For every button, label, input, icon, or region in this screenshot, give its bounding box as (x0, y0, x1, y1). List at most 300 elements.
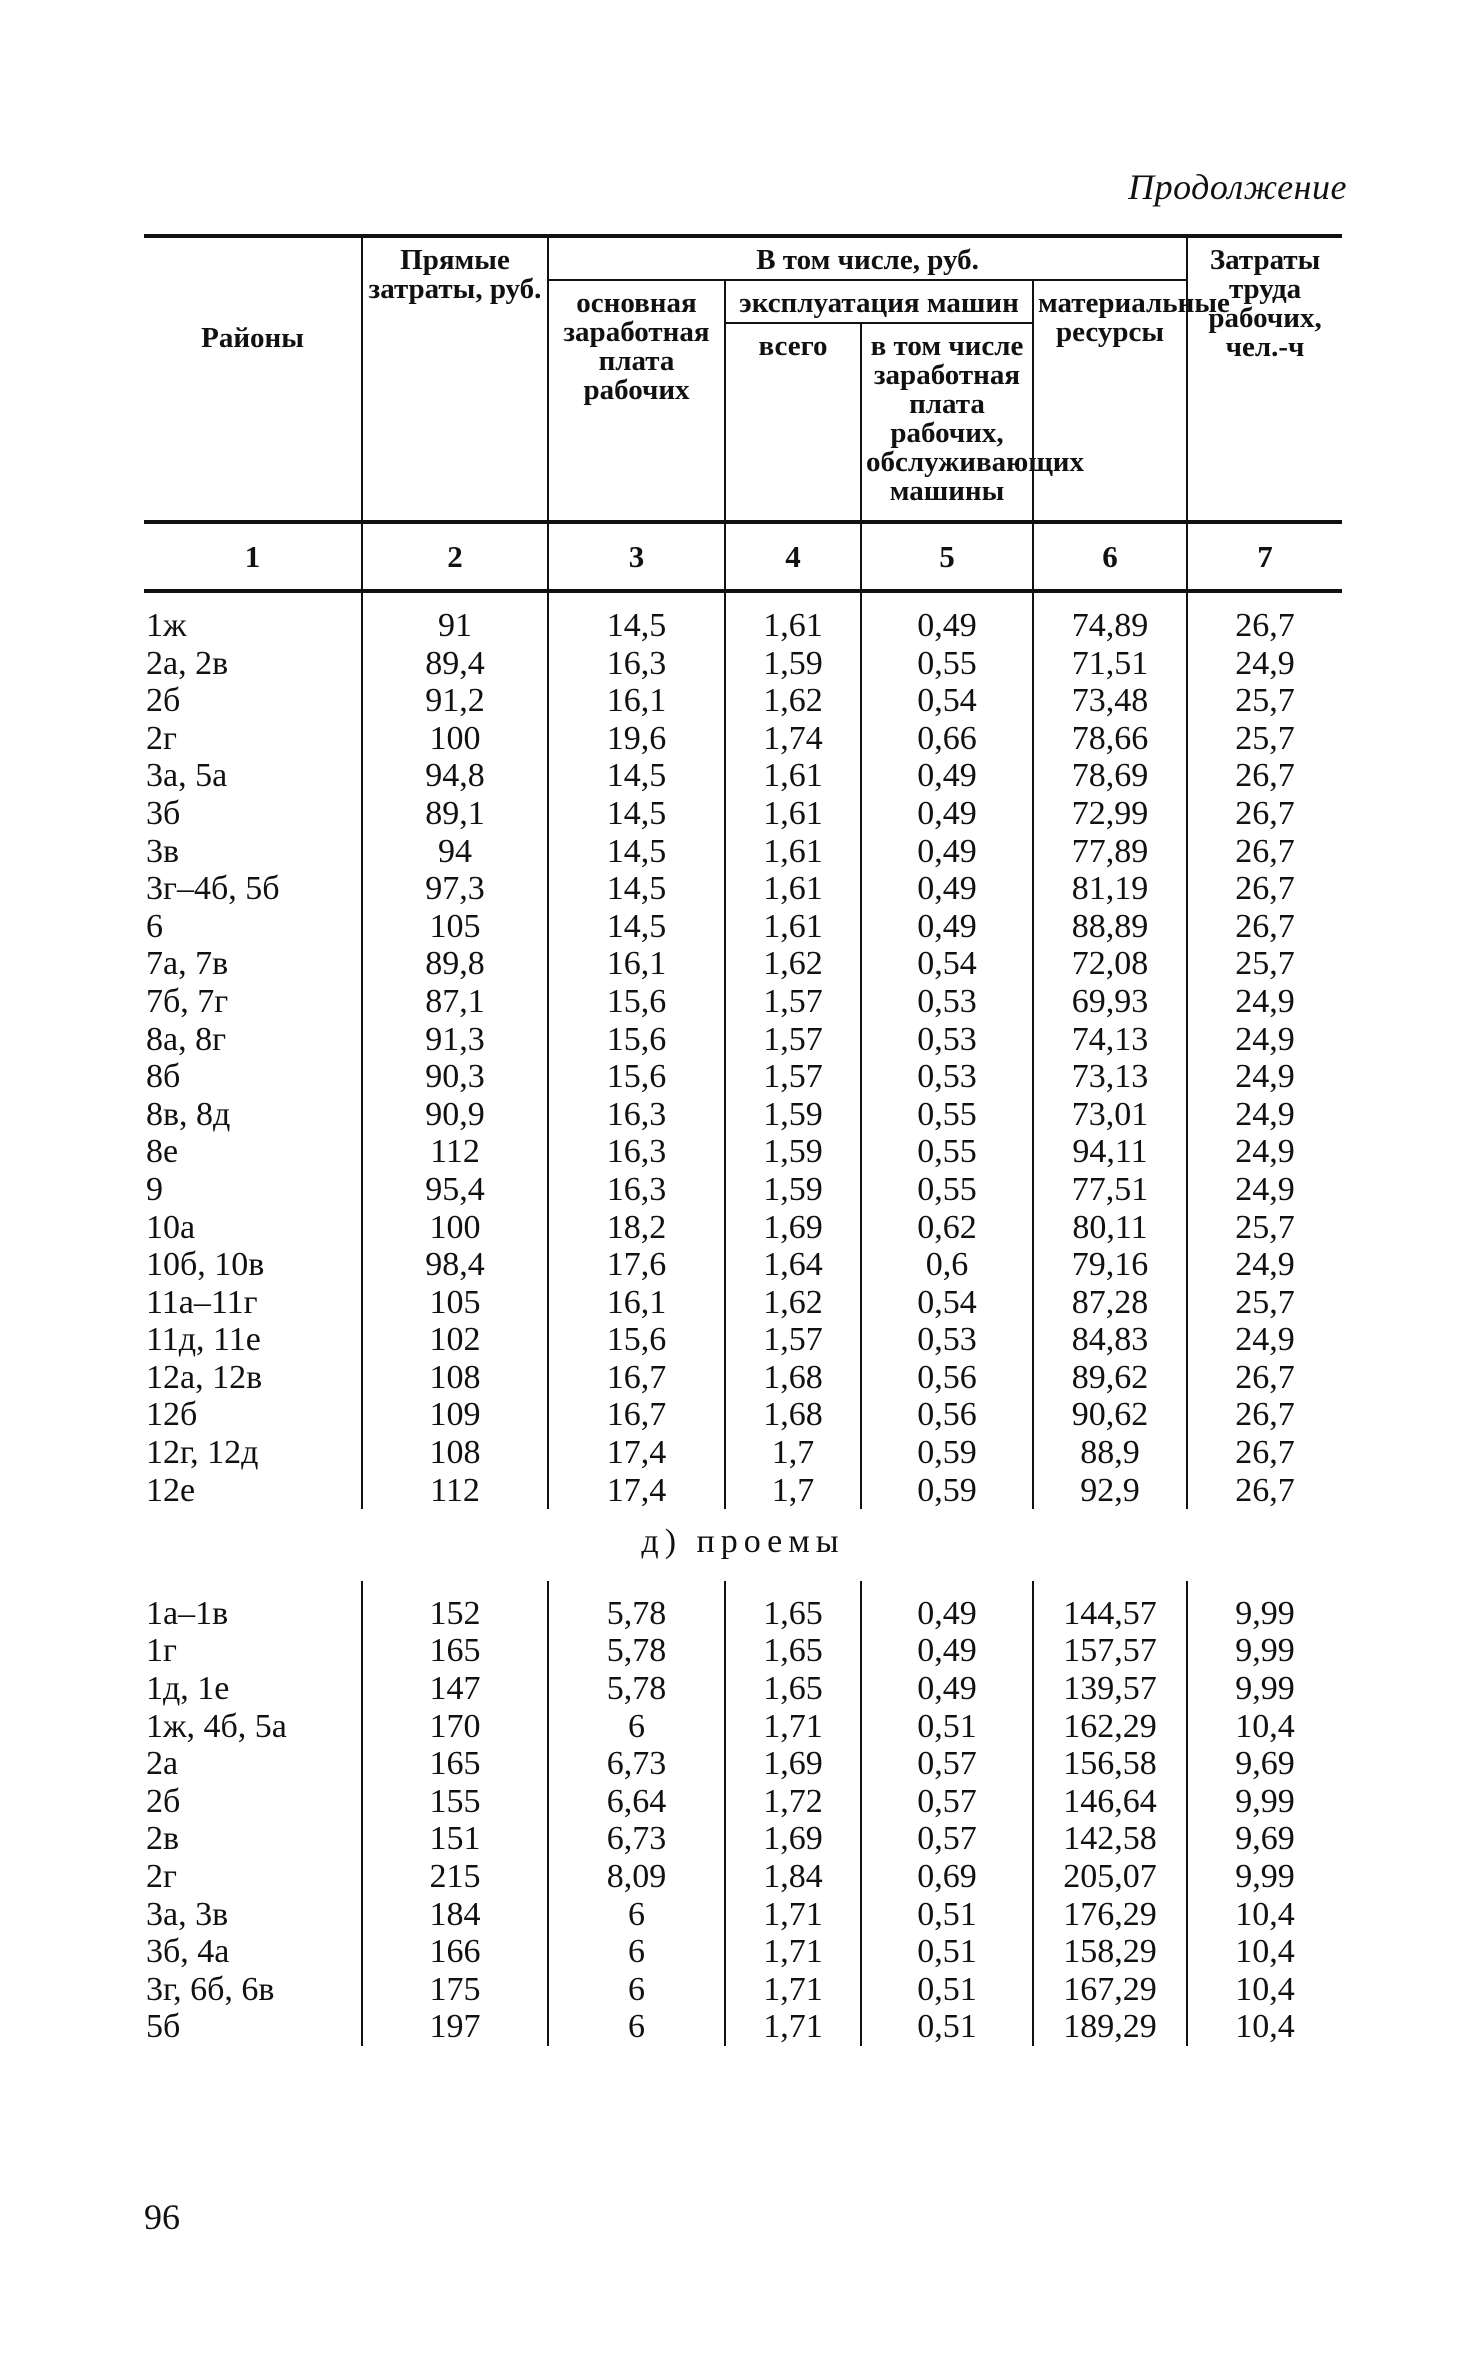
value-cell: 25,7 (1187, 1209, 1342, 1247)
value-cell: 77,89 (1033, 833, 1187, 871)
value-cell: 1,71 (725, 2008, 861, 2046)
region-cell: 8е (146, 1133, 179, 1171)
value-cell: 8,09 (548, 1858, 725, 1896)
table-row (144, 795, 1342, 833)
region-cell: 12б (146, 1396, 198, 1434)
continuation-label: Продолжение (1128, 167, 1347, 207)
table-row (144, 1321, 1342, 1359)
value-cell: 0,49 (861, 591, 1033, 645)
value-cell: 94,8 (362, 757, 548, 795)
value-cell: 15,6 (548, 983, 725, 1021)
table-row (144, 1434, 1342, 1472)
value-cell: 88,9 (1033, 1434, 1187, 1472)
value-cell: 91 (362, 591, 548, 645)
table-row (144, 945, 1342, 983)
value-cell: 0,59 (861, 1434, 1033, 1472)
value-cell: 87,1 (362, 983, 548, 1021)
value-cell: 166 (362, 1933, 548, 1971)
value-cell: 0,69 (861, 1858, 1033, 1896)
value-cell: 152 (362, 1581, 548, 1633)
header-regions: Районы (144, 236, 362, 522)
table-row (144, 1933, 1342, 1971)
value-cell: 1,65 (725, 1581, 861, 1633)
region-cell: 2а (146, 1745, 179, 1783)
value-cell: 26,7 (1187, 757, 1342, 795)
value-cell: 108 (362, 1359, 548, 1397)
value-cell: 151 (362, 1820, 548, 1858)
value-cell: 157,57 (1033, 1632, 1187, 1670)
value-cell: 26,7 (1187, 1359, 1342, 1397)
value-cell: 25,7 (1187, 720, 1342, 758)
value-cell: 73,48 (1033, 682, 1187, 720)
value-cell: 14,5 (548, 795, 725, 833)
value-cell: 1,61 (725, 591, 861, 645)
value-cell: 10,4 (1187, 1708, 1342, 1746)
region-cell: 8а, 8г (146, 1020, 227, 1058)
value-cell: 1,71 (725, 1896, 861, 1934)
region-cell: 3а, 3в (146, 1895, 229, 1933)
value-cell: 0,56 (861, 1359, 1033, 1397)
region-cell: 7а, 7в (146, 945, 229, 983)
value-cell: 1,62 (725, 682, 861, 720)
value-cell: 0,49 (861, 795, 1033, 833)
value-cell: 144,57 (1033, 1581, 1187, 1633)
value-cell: 14,5 (548, 870, 725, 908)
table-row (144, 1284, 1342, 1322)
value-cell: 98,4 (362, 1246, 548, 1284)
table-row (144, 1209, 1342, 1247)
table-row (144, 1133, 1342, 1171)
table-row (144, 720, 1342, 758)
value-cell: 1,69 (725, 1209, 861, 1247)
value-cell: 6 (548, 1708, 725, 1746)
region-cell: 3г, 6б, 6в (146, 1970, 275, 2008)
value-cell: 17,4 (548, 1472, 725, 1510)
value-cell: 1,72 (725, 1783, 861, 1821)
header-direct-costs: Прямые затраты, руб. (362, 236, 548, 522)
value-cell: 112 (362, 1472, 548, 1510)
region-cell: 2г (146, 719, 177, 757)
value-cell: 24,9 (1187, 1096, 1342, 1134)
page-number: 96 (144, 2197, 180, 2237)
value-cell: 25,7 (1187, 682, 1342, 720)
value-cell: 92,9 (1033, 1472, 1187, 1510)
value-cell: 24,9 (1187, 1171, 1342, 1209)
header-total: всего (725, 323, 861, 522)
value-cell: 6,64 (548, 1783, 725, 1821)
value-cell: 1,84 (725, 1858, 861, 1896)
value-cell: 0,49 (861, 908, 1033, 946)
column-number: 2 (362, 522, 548, 591)
value-cell: 74,89 (1033, 591, 1187, 645)
value-cell: 0,54 (861, 945, 1033, 983)
value-cell: 24,9 (1187, 1133, 1342, 1171)
value-cell: 0,51 (861, 1971, 1033, 2009)
value-cell: 73,13 (1033, 1058, 1187, 1096)
value-cell: 175 (362, 1971, 548, 2009)
value-cell: 108 (362, 1434, 548, 1472)
value-cell: 16,1 (548, 1284, 725, 1322)
value-cell: 15,6 (548, 1021, 725, 1059)
value-cell: 1,64 (725, 1246, 861, 1284)
value-cell: 6 (548, 1971, 725, 2009)
value-cell: 9,99 (1187, 1670, 1342, 1708)
value-cell: 156,58 (1033, 1745, 1187, 1783)
value-cell: 9,99 (1187, 1858, 1342, 1896)
value-cell: 0,55 (861, 645, 1033, 683)
value-cell: 1,74 (725, 720, 861, 758)
value-cell: 1,65 (725, 1632, 861, 1670)
value-cell: 0,53 (861, 1021, 1033, 1059)
value-cell: 71,51 (1033, 645, 1187, 683)
value-cell: 0,49 (861, 1581, 1033, 1633)
region-cell: 2а, 2в (146, 644, 229, 682)
value-cell: 26,7 (1187, 795, 1342, 833)
value-cell: 1,69 (725, 1820, 861, 1858)
value-cell: 5,78 (548, 1581, 725, 1633)
section-header (144, 1509, 1342, 1581)
value-cell: 16,7 (548, 1359, 725, 1397)
column-number: 4 (725, 522, 861, 591)
table-body-part1 (144, 591, 1342, 1509)
section-title: д) проемы (641, 1523, 845, 1561)
table-row (144, 870, 1342, 908)
value-cell: 90,3 (362, 1058, 548, 1096)
table-row (144, 1359, 1342, 1397)
value-cell: 16,3 (548, 1171, 725, 1209)
value-cell: 215 (362, 1858, 548, 1896)
value-cell: 105 (362, 1284, 548, 1322)
value-cell: 15,6 (548, 1321, 725, 1359)
table-row (144, 1021, 1342, 1059)
value-cell: 1,68 (725, 1359, 861, 1397)
value-cell: 14,5 (548, 591, 725, 645)
value-cell: 0,51 (861, 1933, 1033, 1971)
value-cell: 91,3 (362, 1021, 548, 1059)
value-cell: 6 (548, 1933, 725, 1971)
value-cell: 17,4 (548, 1434, 725, 1472)
value-cell: 1,71 (725, 1933, 861, 1971)
region-cell: 8б (146, 1058, 181, 1096)
region-cell: 1г (146, 1632, 177, 1670)
column-number: 7 (1187, 522, 1342, 591)
region-cell: 3в (146, 832, 180, 870)
value-cell: 10,4 (1187, 1971, 1342, 2009)
value-cell: 84,83 (1033, 1321, 1187, 1359)
value-cell: 1,59 (725, 1096, 861, 1134)
value-cell: 0,57 (861, 1820, 1033, 1858)
value-cell: 0,51 (861, 1708, 1033, 1746)
value-cell: 6 (548, 1896, 725, 1934)
value-cell: 90,9 (362, 1096, 548, 1134)
region-cell: 3г–4б, 5б (146, 870, 280, 908)
value-cell: 0,53 (861, 1321, 1033, 1359)
region-cell: 12г, 12д (146, 1434, 259, 1472)
value-cell: 0,49 (861, 833, 1033, 871)
region-cell: 11а–11г (146, 1283, 258, 1321)
value-cell: 24,9 (1187, 1246, 1342, 1284)
value-cell: 0,55 (861, 1133, 1033, 1171)
value-cell: 9,99 (1187, 1581, 1342, 1633)
value-cell: 5,78 (548, 1632, 725, 1670)
value-cell: 1,57 (725, 1058, 861, 1096)
value-cell: 19,6 (548, 720, 725, 758)
table-row (144, 1096, 1342, 1134)
value-cell: 1,7 (725, 1472, 861, 1510)
value-cell: 26,7 (1187, 591, 1342, 645)
value-cell: 0,56 (861, 1396, 1033, 1434)
table-row (144, 1971, 1342, 2009)
table-row (144, 1058, 1342, 1096)
table-row (144, 1708, 1342, 1746)
region-cell: 3б (146, 794, 181, 832)
value-cell: 147 (362, 1670, 548, 1708)
value-cell: 1,7 (725, 1434, 861, 1472)
header-labor: Затраты труда рабочих, чел.-ч (1187, 236, 1342, 522)
region-cell: 2б (146, 1782, 181, 1820)
value-cell: 90,62 (1033, 1396, 1187, 1434)
value-cell: 5,78 (548, 1670, 725, 1708)
value-cell: 146,64 (1033, 1783, 1187, 1821)
value-cell: 72,08 (1033, 945, 1187, 983)
value-cell: 0,49 (861, 757, 1033, 795)
region-cell: 5б (146, 2008, 181, 2046)
value-cell: 0,49 (861, 1632, 1033, 1670)
value-cell: 91,2 (362, 682, 548, 720)
table-row (144, 833, 1342, 871)
value-cell: 0,55 (861, 1171, 1033, 1209)
region-cell: 10б, 10в (146, 1246, 265, 1284)
value-cell: 109 (362, 1396, 548, 1434)
table-row (144, 908, 1342, 946)
header-material: материальные ресурсы (1033, 280, 1187, 522)
value-cell: 9,99 (1187, 1632, 1342, 1670)
value-cell: 16,3 (548, 1096, 725, 1134)
value-cell: 26,7 (1187, 1472, 1342, 1510)
region-cell: 12а, 12в (146, 1358, 263, 1396)
value-cell: 74,13 (1033, 1021, 1187, 1059)
table-row (144, 1246, 1342, 1284)
value-cell: 24,9 (1187, 983, 1342, 1021)
value-cell: 73,01 (1033, 1096, 1187, 1134)
value-cell: 9,99 (1187, 1783, 1342, 1821)
value-cell: 16,1 (548, 945, 725, 983)
table-row (144, 1472, 1342, 1510)
value-cell: 25,7 (1187, 945, 1342, 983)
value-cell: 6,73 (548, 1820, 725, 1858)
value-cell: 0,53 (861, 1058, 1033, 1096)
value-cell: 155 (362, 1783, 548, 1821)
table-row (144, 682, 1342, 720)
value-cell: 16,1 (548, 682, 725, 720)
value-cell: 1,62 (725, 945, 861, 983)
column-number: 1 (144, 522, 362, 591)
value-cell: 205,07 (1033, 1858, 1187, 1896)
value-cell: 1,59 (725, 645, 861, 683)
column-number: 6 (1033, 522, 1187, 591)
value-cell: 0,54 (861, 1284, 1033, 1322)
region-cell: 1а–1в (146, 1594, 229, 1632)
header-including: В том числе, руб. (548, 236, 1187, 280)
value-cell: 100 (362, 1209, 548, 1247)
value-cell: 14,5 (548, 833, 725, 871)
region-cell: 1ж, 4б, 5а (146, 1707, 287, 1745)
value-cell: 0,57 (861, 1783, 1033, 1821)
value-cell: 95,4 (362, 1171, 548, 1209)
value-cell: 1,61 (725, 795, 861, 833)
value-cell: 1,59 (725, 1133, 861, 1171)
value-cell: 158,29 (1033, 1933, 1187, 1971)
value-cell: 79,16 (1033, 1246, 1187, 1284)
value-cell: 1,71 (725, 1971, 861, 2009)
value-cell: 17,6 (548, 1246, 725, 1284)
value-cell: 94 (362, 833, 548, 871)
value-cell: 16,7 (548, 1396, 725, 1434)
region-cell: 1д, 1е (146, 1670, 230, 1708)
value-cell: 112 (362, 1133, 548, 1171)
table-row (144, 757, 1342, 795)
value-cell: 0,49 (861, 870, 1033, 908)
value-cell: 26,7 (1187, 1434, 1342, 1472)
value-cell: 6,73 (548, 1745, 725, 1783)
value-cell: 0,59 (861, 1472, 1033, 1510)
value-cell: 15,6 (548, 1058, 725, 1096)
value-cell: 1,71 (725, 1708, 861, 1746)
region-cell: 11д, 11е (146, 1321, 261, 1359)
value-cell: 6 (548, 2008, 725, 2046)
table-row (144, 1858, 1342, 1896)
value-cell: 1,57 (725, 983, 861, 1021)
value-cell: 10,4 (1187, 1933, 1342, 1971)
value-cell: 0,6 (861, 1246, 1033, 1284)
value-cell: 1,57 (725, 1021, 861, 1059)
value-cell: 0,57 (861, 1745, 1033, 1783)
value-cell: 9,69 (1187, 1745, 1342, 1783)
value-cell: 1,59 (725, 1171, 861, 1209)
region-cell: 7б, 7г (146, 982, 229, 1020)
value-cell: 14,5 (548, 757, 725, 795)
table-body-part2 (144, 1581, 1342, 2046)
table-row (144, 1896, 1342, 1934)
value-cell: 1,65 (725, 1670, 861, 1708)
value-cell: 167,29 (1033, 1971, 1187, 2009)
value-cell: 102 (362, 1321, 548, 1359)
region-cell: 3б, 4а (146, 1933, 230, 1971)
table-row (144, 1670, 1342, 1708)
table-row (144, 1783, 1342, 1821)
value-cell: 142,58 (1033, 1820, 1187, 1858)
value-cell: 18,2 (548, 1209, 725, 1247)
table-row (144, 591, 1342, 645)
value-cell: 80,11 (1033, 1209, 1187, 1247)
value-cell: 77,51 (1033, 1171, 1187, 1209)
value-cell: 25,7 (1187, 1284, 1342, 1322)
value-cell: 24,9 (1187, 1021, 1342, 1059)
value-cell: 87,28 (1033, 1284, 1187, 1322)
value-cell: 1,61 (725, 757, 861, 795)
value-cell: 72,99 (1033, 795, 1187, 833)
value-cell: 26,7 (1187, 833, 1342, 871)
table-row (144, 1745, 1342, 1783)
value-cell: 0,55 (861, 1096, 1033, 1134)
value-cell: 89,8 (362, 945, 548, 983)
region-cell: 1ж (146, 607, 187, 644)
value-cell: 165 (362, 1745, 548, 1783)
value-cell: 1,61 (725, 833, 861, 871)
value-cell: 0,51 (861, 2008, 1033, 2046)
value-cell: 78,69 (1033, 757, 1187, 795)
value-cell: 14,5 (548, 908, 725, 946)
value-cell: 97,3 (362, 870, 548, 908)
value-cell: 1,57 (725, 1321, 861, 1359)
value-cell: 1,62 (725, 1284, 861, 1322)
value-cell: 10,4 (1187, 1896, 1342, 1934)
value-cell: 9,69 (1187, 1820, 1342, 1858)
value-cell: 170 (362, 1708, 548, 1746)
value-cell: 1,61 (725, 870, 861, 908)
value-cell: 100 (362, 720, 548, 758)
value-cell: 165 (362, 1632, 548, 1670)
value-cell: 0,49 (861, 1670, 1033, 1708)
table-row (144, 1820, 1342, 1858)
value-cell: 184 (362, 1896, 548, 1934)
table-row (144, 2008, 1342, 2046)
value-cell: 16,3 (548, 645, 725, 683)
value-cell: 81,19 (1033, 870, 1187, 908)
column-number: 5 (861, 522, 1033, 591)
region-cell: 8в, 8д (146, 1095, 231, 1133)
value-cell: 0,54 (861, 682, 1033, 720)
value-cell: 89,1 (362, 795, 548, 833)
value-cell: 1,61 (725, 908, 861, 946)
cost-table (144, 234, 1342, 2046)
value-cell: 176,29 (1033, 1896, 1187, 1934)
value-cell: 0,53 (861, 983, 1033, 1021)
value-cell: 189,29 (1033, 2008, 1187, 2046)
value-cell: 105 (362, 908, 548, 946)
value-cell: 0,66 (861, 720, 1033, 758)
table-row (144, 1632, 1342, 1670)
value-cell: 24,9 (1187, 1058, 1342, 1096)
region-cell: 2г (146, 1858, 177, 1895)
value-cell: 69,93 (1033, 983, 1187, 1021)
header-including-wage: в том числе заработная плата рабочих, обслуживающих машины (861, 323, 1033, 522)
value-cell: 139,57 (1033, 1670, 1187, 1708)
region-cell: 9 (146, 1170, 163, 1208)
table-row (144, 1396, 1342, 1434)
value-cell: 162,29 (1033, 1708, 1187, 1746)
value-cell: 88,89 (1033, 908, 1187, 946)
header-machine-operation: эксплуатация машин (725, 280, 1033, 323)
value-cell: 89,4 (362, 645, 548, 683)
region-cell: 10а (146, 1208, 196, 1246)
column-number-row (144, 522, 1342, 591)
region-cell: 2б (146, 682, 181, 720)
region-cell: 3а, 5а (146, 757, 228, 795)
region-cell: 12е (146, 1471, 196, 1509)
table-row (144, 1581, 1342, 1633)
value-cell: 197 (362, 2008, 548, 2046)
value-cell: 89,62 (1033, 1359, 1187, 1397)
table-row (144, 983, 1342, 1021)
header-base-wage: основная заработная плата рабочих (548, 280, 725, 522)
table-row (144, 1171, 1342, 1209)
value-cell: 26,7 (1187, 908, 1342, 946)
value-cell: 0,51 (861, 1896, 1033, 1934)
region-cell: 2в (146, 1820, 180, 1858)
value-cell: 26,7 (1187, 1396, 1342, 1434)
value-cell: 78,66 (1033, 720, 1187, 758)
